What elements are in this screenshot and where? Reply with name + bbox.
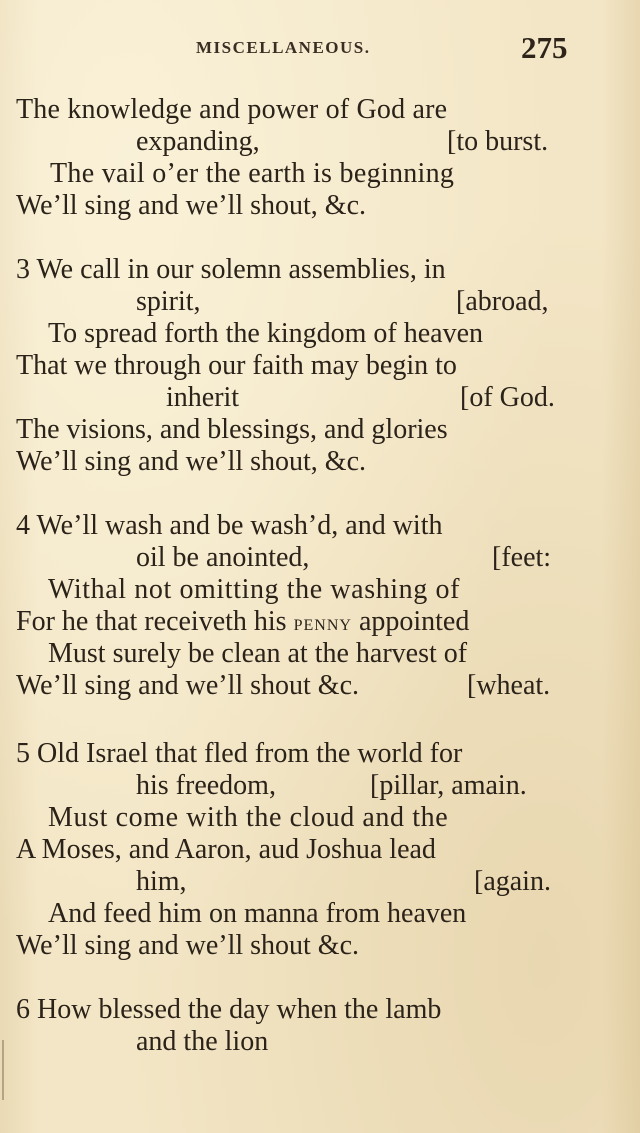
verse-line: his freedom, xyxy=(136,770,276,801)
running-head xyxy=(0,30,640,66)
verse-line: A Moses, and Aaron, aud Joshua lead xyxy=(16,834,436,865)
verse-line: The knowledge and power of God are xyxy=(16,94,448,125)
verse-line: And feed him on manna from heaven xyxy=(48,898,467,929)
verse-line: spirit, xyxy=(136,286,201,317)
verse-line: Must come with the cloud and the xyxy=(48,802,449,833)
verse-line: 6 How blessed the day when the lamb xyxy=(16,994,442,1025)
verse-line: oil be anointed, xyxy=(136,542,310,573)
chorus-line: We’ll sing and we’ll shout, &c. xyxy=(16,446,367,477)
verse-text: For he that receiveth his xyxy=(16,606,294,637)
verse-line-turnover: [pillar, amain. xyxy=(370,770,527,801)
verse-line: Must surely be clean at the harvest of xyxy=(48,638,468,669)
verse-line: 4 We’ll wash and be wash’d, and with xyxy=(16,510,443,541)
verse-line: Withal not omitting the washing of xyxy=(48,574,461,605)
page-number: 275 xyxy=(521,30,568,65)
verse-line: 3 We call in our solemn assemblies, in xyxy=(16,254,446,285)
verse-line-turnover: [again. xyxy=(474,866,551,897)
verse-line: and the lion xyxy=(136,1026,269,1057)
verse-line-turnover: [wheat. xyxy=(467,670,551,701)
verse-text: appointed xyxy=(351,606,470,637)
verse-line-turnover: [feet: xyxy=(492,542,552,573)
verse-line: The visions, and blessings, and glories xyxy=(16,414,448,445)
page-edge-mark xyxy=(2,1040,4,1100)
verse-line: inherit xyxy=(166,382,240,413)
verse-line-turnover: [of God. xyxy=(460,382,555,413)
verse-line: him, xyxy=(136,866,187,897)
verse-line-turnover: [to burst. xyxy=(447,126,549,157)
chorus-line: We’ll sing and we’ll shout, &c. xyxy=(16,190,367,221)
verse-line: The vail o’er the earth is beginning xyxy=(50,158,455,189)
chorus-line: We’ll sing and we’ll shout &c. xyxy=(16,670,360,701)
verse-line: That we through our faith may begin to xyxy=(16,350,457,381)
chorus-line: We’ll sing and we’ll shout &c. xyxy=(16,930,360,961)
verse-line: 5 Old Israel that fled from the world for xyxy=(16,738,463,769)
verse-line: expanding, xyxy=(136,126,260,157)
verse-line xyxy=(16,606,469,642)
running-title: MISCELLANEOUS. xyxy=(196,38,371,57)
verse-line-turnover: [abroad, xyxy=(456,286,549,317)
verse-line: To spread forth the kingdom of heaven xyxy=(48,318,484,349)
small-caps-word: PENNY xyxy=(293,617,352,634)
